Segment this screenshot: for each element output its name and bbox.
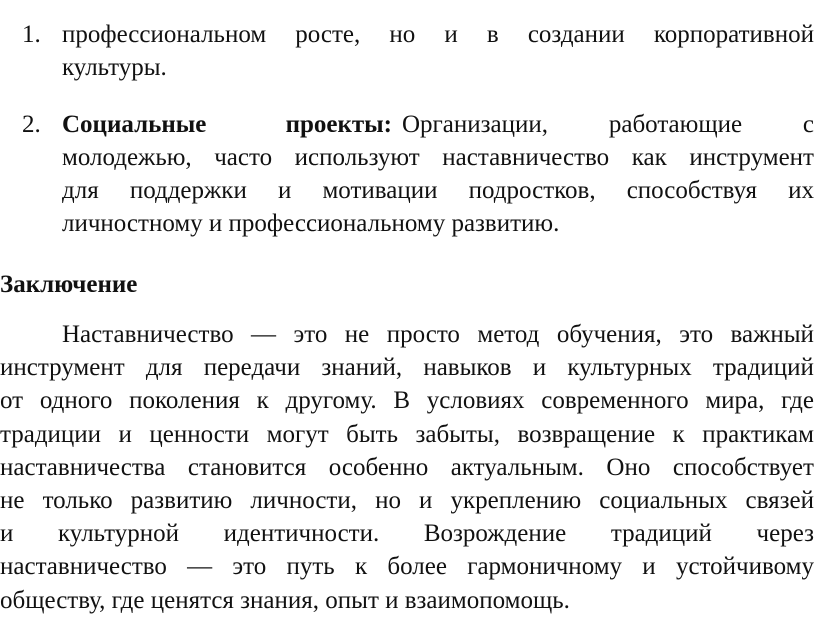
word: особенно <box>328 453 429 481</box>
word: мотивации <box>322 177 438 204</box>
word: подростков, <box>468 177 596 204</box>
word: Организации, <box>402 111 549 138</box>
text-line <box>0 418 814 451</box>
word: связей <box>745 486 814 514</box>
word: не <box>344 321 370 348</box>
word: другому. <box>285 387 377 415</box>
text-line <box>62 51 814 84</box>
word: часто <box>214 144 273 171</box>
word: культурных <box>567 354 692 382</box>
word: забыты, <box>415 420 500 448</box>
word: устойчивому <box>675 553 814 581</box>
word: в <box>486 21 499 48</box>
word: путь <box>286 553 335 581</box>
word: наставничество <box>442 144 610 171</box>
text-line <box>62 174 814 207</box>
word: и <box>0 520 14 548</box>
word: идентичности. <box>223 520 380 548</box>
word: одного <box>39 387 113 415</box>
word: и <box>277 177 292 204</box>
text-line <box>0 351 814 384</box>
word: используют <box>294 144 420 171</box>
word: быть <box>346 420 398 448</box>
word: становится <box>187 453 307 481</box>
list-item-text <box>62 108 814 240</box>
word: их <box>788 177 814 204</box>
word: росте, <box>295 21 361 48</box>
word: через <box>756 520 814 548</box>
word: для <box>62 177 99 204</box>
word: и <box>118 420 132 448</box>
word: культурной <box>58 520 179 548</box>
word: к <box>256 387 269 415</box>
word: инструмент <box>689 144 814 171</box>
text-line <box>0 550 814 583</box>
word: наставничество <box>0 553 167 581</box>
word: проекты: <box>285 111 392 138</box>
word: молодежью, <box>62 144 192 171</box>
word: гармоничному <box>467 553 623 581</box>
list-number: 2. <box>22 111 41 138</box>
bold-lead <box>62 108 392 141</box>
word: поддержки <box>129 177 247 204</box>
word: современного <box>541 387 689 415</box>
word: просто <box>386 321 460 348</box>
text-line <box>0 517 814 550</box>
word: личности, <box>250 486 357 514</box>
word: важный <box>730 321 814 348</box>
text-line <box>0 484 814 517</box>
word: как <box>631 144 667 171</box>
word: поколения <box>129 387 240 415</box>
word: и <box>532 354 547 382</box>
word: — <box>187 553 213 581</box>
word: развитию <box>130 486 233 514</box>
word: способствуя <box>626 177 757 204</box>
word: актуальным. <box>450 453 584 481</box>
text-line <box>62 18 814 51</box>
word: это <box>232 553 267 581</box>
word: от <box>0 387 24 415</box>
word: это <box>293 321 328 348</box>
word: не <box>0 486 25 514</box>
word: только <box>42 486 113 514</box>
word: и <box>419 486 433 514</box>
word: могут <box>266 420 329 448</box>
word: культуры. <box>62 54 167 81</box>
word: социальных <box>599 486 728 514</box>
word: корпоративной <box>653 21 814 48</box>
word: условиях <box>426 387 525 415</box>
word: личностному и профессиональному развитию. <box>62 210 560 237</box>
word: к <box>672 420 685 448</box>
word: но <box>389 21 416 48</box>
word: возвращение <box>517 420 656 448</box>
word: способствует <box>672 453 814 481</box>
word: традиций <box>712 354 814 382</box>
word: для <box>145 354 183 382</box>
word: профессиональном <box>62 21 267 48</box>
word: к <box>354 553 368 581</box>
text-line <box>0 451 814 484</box>
word: передачи <box>203 354 301 382</box>
word: но <box>375 486 401 514</box>
word: инструмент <box>0 354 125 382</box>
word: практикам <box>702 420 814 448</box>
word: мира, <box>705 387 765 415</box>
word: и <box>642 553 656 581</box>
word: — <box>251 321 277 348</box>
word: Социальные <box>62 111 207 138</box>
section-heading: Заключение <box>0 271 138 298</box>
word: обществу, где ценятся знания, опыт и взаимопомощь. <box>0 586 570 614</box>
word: Наставничество <box>62 321 234 348</box>
line-rest <box>402 108 814 141</box>
word: ценности <box>149 420 250 448</box>
word: навыков <box>423 354 512 382</box>
text-line <box>62 141 814 174</box>
text-line <box>62 108 814 141</box>
conclusion-paragraph <box>0 318 814 617</box>
word: создании <box>527 21 625 48</box>
word: и <box>444 21 458 48</box>
word: традиций <box>610 520 712 548</box>
word: традиции <box>0 420 102 448</box>
text-line <box>0 318 814 351</box>
word: Оно <box>606 453 651 481</box>
word: знаний, <box>321 354 403 382</box>
word: работающие <box>608 111 743 138</box>
word: наставничества <box>0 453 166 481</box>
text-line <box>0 384 814 417</box>
word: В <box>393 387 411 415</box>
word: Возрождение <box>423 520 567 548</box>
word: более <box>387 553 447 581</box>
word: с <box>802 111 814 138</box>
list-number: 1. <box>22 21 41 48</box>
word: это <box>679 321 714 348</box>
text-line <box>0 584 814 617</box>
word: где <box>781 387 814 415</box>
word: обучения, <box>556 321 662 348</box>
word: укреплению <box>450 486 582 514</box>
text-line <box>62 207 814 240</box>
list-item-text <box>62 18 814 84</box>
word: метод <box>477 321 540 348</box>
